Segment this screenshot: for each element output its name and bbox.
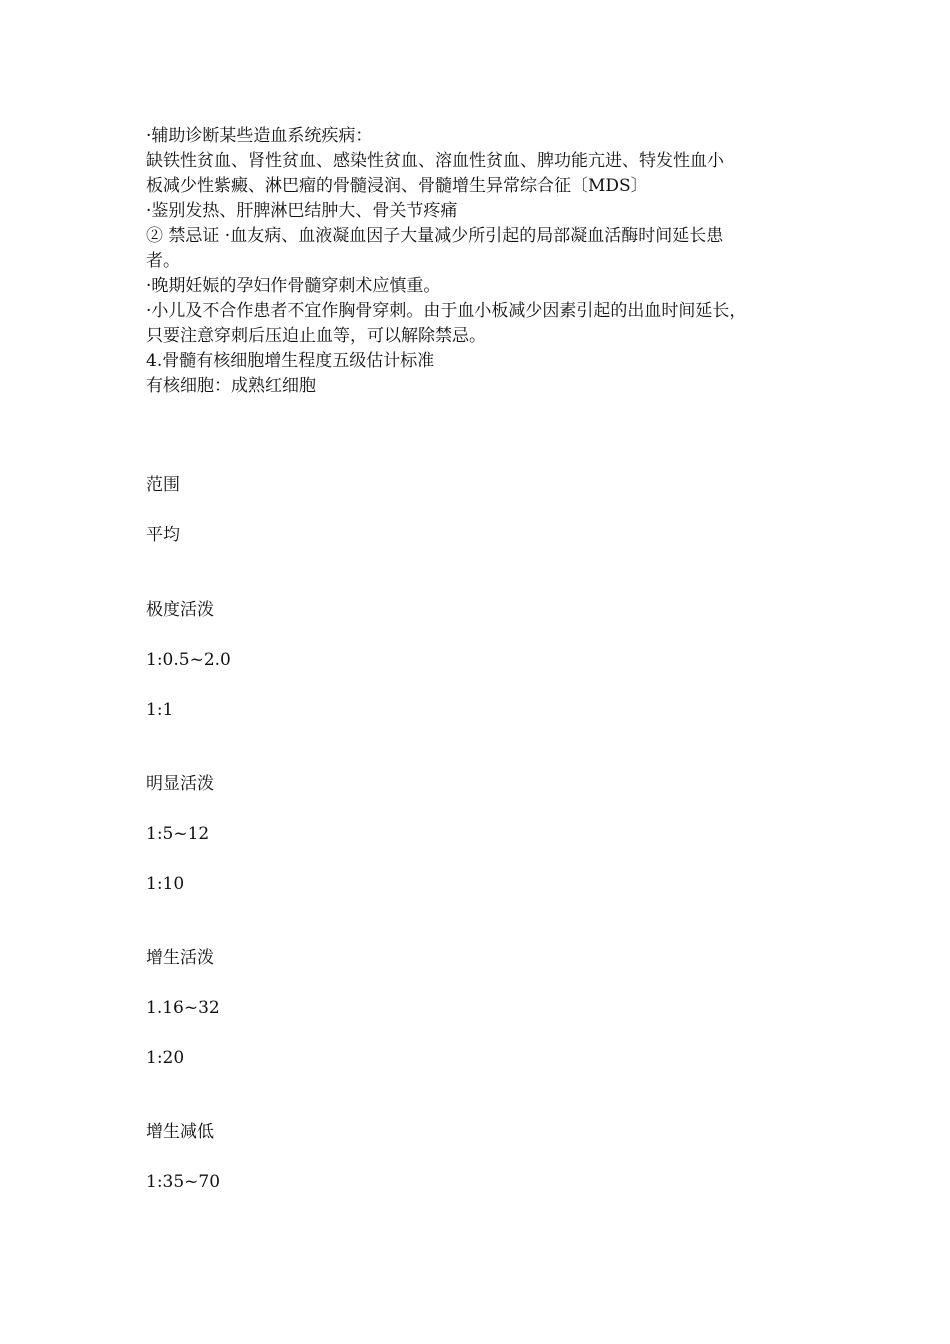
table-cell-range: 1:35~70	[146, 1172, 221, 1192]
text-line: 板减少性紫癜、淋巴瘤的骨髓浸润、骨髓增生异常综合征〔MDS〕	[146, 176, 648, 196]
table-cell-level: 增生活泼	[146, 948, 214, 968]
text-line: 者。	[146, 251, 180, 271]
text-line: ② 禁忌证 ·血友病、血液凝血因子大量减少所引起的局部凝血活酶时间延长患	[146, 226, 724, 246]
table-header-range: 范围	[146, 475, 180, 495]
table-cell-average: 1:20	[146, 1048, 185, 1068]
body-paragraph	[146, 124, 826, 399]
text-line: ·鉴别发热、肝脾淋巴结肿大、骨关节疼痛	[146, 201, 458, 221]
text-line: ·晚期妊娠的孕妇作骨髓穿刺术应慎重。	[146, 276, 441, 296]
table-cell-range: 1.16~32	[146, 998, 220, 1018]
table-header-average: 平均	[146, 525, 180, 545]
text-line: ·辅助诊断某些造血系统疾病：	[146, 126, 373, 146]
table-cell-average: 1:10	[146, 874, 185, 894]
table-cell-level: 增生减低	[146, 1122, 214, 1142]
table-cell-range: 1:5~12	[146, 824, 210, 844]
table-cell-average: 1:1	[146, 700, 174, 720]
section-heading: 4.骨髓有核细胞增生程度五级估计标准	[146, 351, 435, 371]
table-cell-level: 极度活泼	[146, 600, 214, 620]
text-line: ·小儿及不合作患者不宜作胸骨穿刺。由于血小板减少因素引起的出血时间延长，	[146, 301, 747, 321]
table-cell-range: 1:0.5~2.0	[146, 650, 231, 670]
text-line: 只要注意穿刺后压迫止血等，可以解除禁忌。	[146, 326, 486, 346]
text-line: 缺铁性贫血、肾性贫血、感染性贫血、溶血性贫血、脾功能亢进、特发性血小	[146, 151, 724, 171]
text-line: 有核细胞：成熟红细胞	[146, 376, 316, 396]
table-cell-level: 明显活泼	[146, 774, 214, 794]
